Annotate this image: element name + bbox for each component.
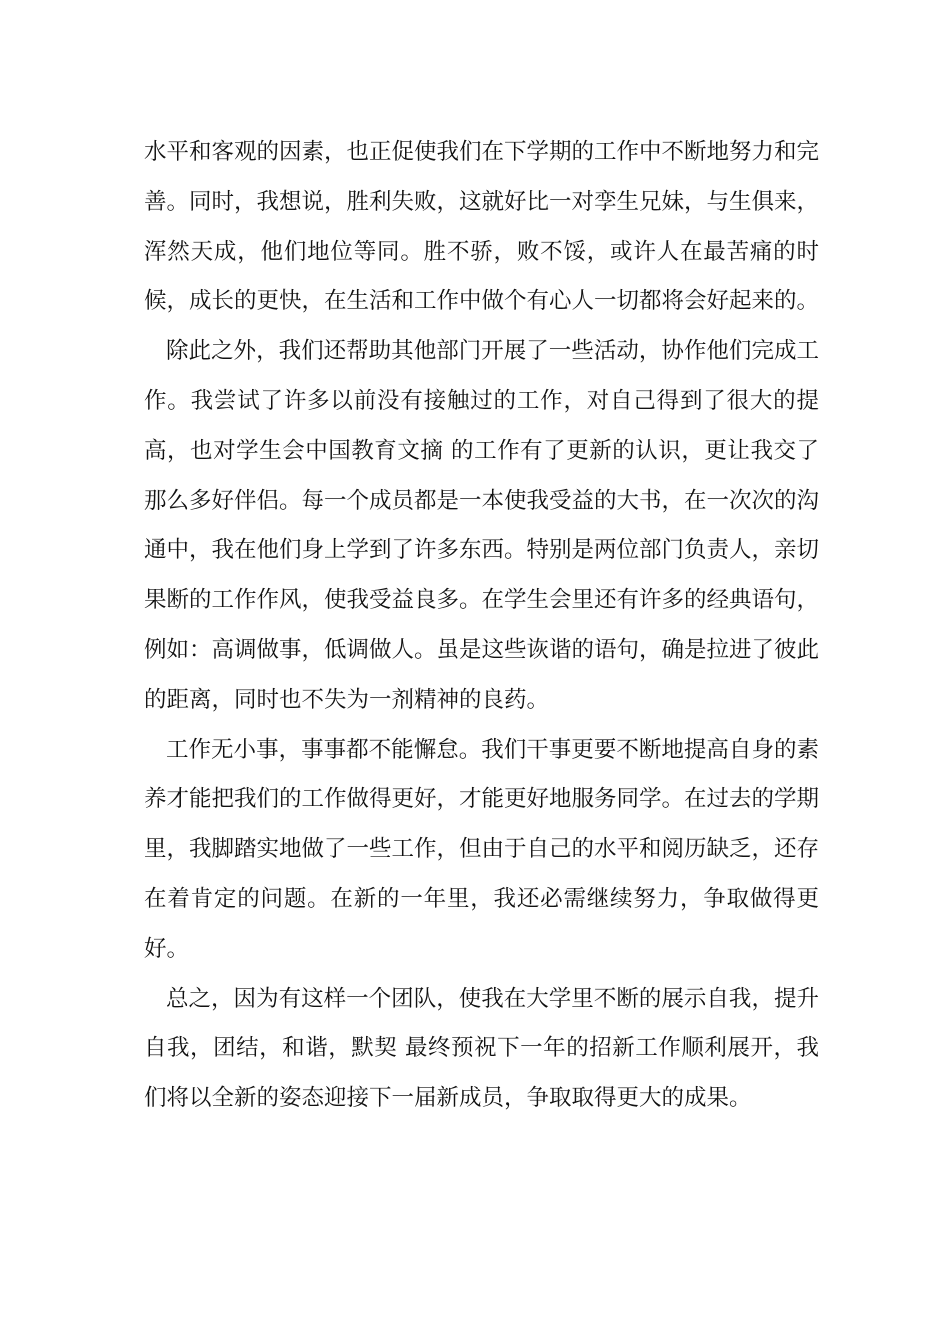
paragraph-1: 水平和客观的因素，也正促使我们在下学期的工作中不断地努力和完善。同时，我想说，胜利失败，这就好比一对孪生兄妹，与生俱来，浑然天成，他们地位等同。胜不骄，败不馁，或许人在最苦痛的时候，成长的更快，在生活和工作中做个有心人一切都将会好起来的。 (144, 139, 820, 315)
document-body (144, 128, 819, 1124)
paragraph-2: 除此之外，我们还帮助其他部门开展了一些活动，协作他们完成工作。我尝试了许多以前没有接触过的工作，对自己得到了很大的提高，也对学生会中国教育文摘 的工作有了更新的认识，更让我交了那么多好伴侣。每一个成员都是一本使我受益的大书，在一次次的沟通中，我在他们身上学到了许多东西。特别是两位部门负责人，亲切果断的工作作风，使我受益良多。在学生会里还有许多的经典语句，例如：高调做事，低调做人。虽是这些诙谐的语句，确是拉进了彼此的距离，同时也不失为一剂精神的良药。 (144, 338, 820, 713)
paragraph-4: 总之，因为有这样一个团队，使我在大学里不断的展示自我，提升自我，团结，和谐，默契 最终预祝下一年的招新工作顺利展开，我们将以全新的姿态迎接下一届新成员，争取取得更大的成果。 (144, 985, 819, 1112)
paragraph-3: 工作无小事，事事都不能懈怠。我们干事更要不断地提高自身的素养才能把我们的工作做得更好，才能更好地服务同学。在过去的学期里，我脚踏实地做了一些工作，但由于自己的水平和阅历缺乏，还存在着肯定的问题。在新的一年里，我还必需继续努力，争取做得更好。 (144, 736, 820, 962)
